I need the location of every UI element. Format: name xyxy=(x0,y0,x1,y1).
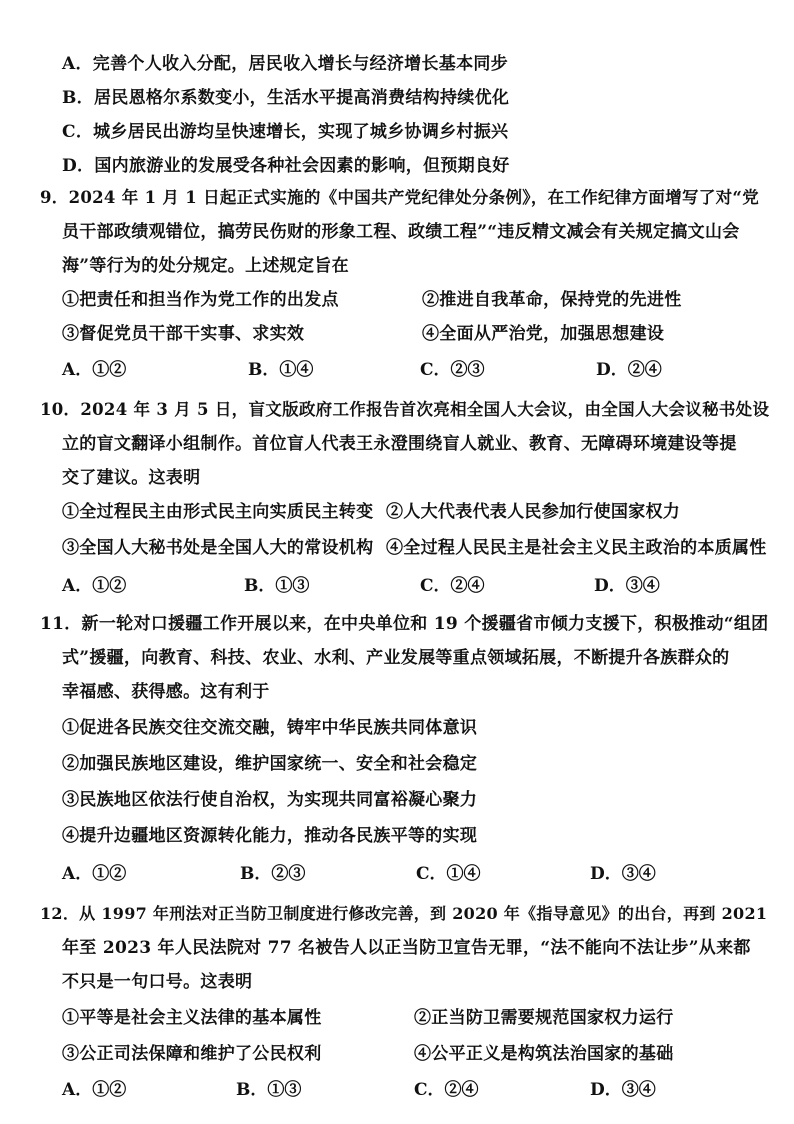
q8-option-a: A．完善个人收入分配，居民收入增长与经济增长基本同步 xyxy=(62,54,508,74)
q9-statement-4: ④全面从严治党，加强思想建设 xyxy=(422,324,665,344)
q11-choice-a: A．①② xyxy=(62,864,127,884)
q10-statement-1: ①全过程民主由形式民主向实质民主转变 xyxy=(62,502,374,522)
q11-choice-b: B．②③ xyxy=(240,864,306,884)
q9-stem-line-3: 海”等行为的处分规定。上述规定旨在 xyxy=(62,256,349,276)
q11-stem-line-3: 幸福感、获得感。这有利于 xyxy=(62,682,270,702)
q12-stem-line-1: 12．从 1997 年刑法对正当防卫制度进行修改完善，到 2020 年《指导意见》的出台，再到 2021 xyxy=(40,904,768,923)
q9-choice-b: B．①④ xyxy=(248,360,314,380)
q12-choice-c: C．②④ xyxy=(414,1080,479,1100)
q11-statement-2: ②加强民族地区建设，维护国家统一、安全和社会稳定 xyxy=(62,754,478,774)
q8-option-c: C．城乡居民出游均呈快速增长，实现了城乡协调乡村振兴 xyxy=(62,122,509,142)
q10-stem-line-1: 10．2024 年 3 月 5 日，盲文版政府工作报告首次亮相全国人大会议，由全国人大会议秘书处设 xyxy=(40,400,770,419)
q9-choice-d: D．②④ xyxy=(596,360,662,380)
q10-stem-line-2: 立的盲文翻译小组制作。首位盲人代表王永澄围绕盲人就业、教育、无障碍环境建设等提 xyxy=(62,434,737,454)
q10-choice-c: C．②④ xyxy=(420,576,485,596)
q10-answer-choices xyxy=(0,574,794,598)
q12-statement-4: ④公平正义是构筑法治国家的基础 xyxy=(414,1044,674,1064)
q11-statement-1: ①促进各民族交往交流交融，铸牢中华民族共同体意识 xyxy=(62,718,478,738)
q9-stem-line-1: 9．2024 年 1 月 1 日起正式实施的《中国共产党纪律处分条例》，在工作纪律方面增写了对“党 xyxy=(40,188,760,207)
q9-statement-1: ①把责任和担当作为党工作的出发点 xyxy=(62,290,339,310)
q12-stem-line-2: 年至 2023 年人民法院对 77 名被告人以正当防卫宣告无罪，“法不能向不法让步”从来都 xyxy=(62,938,751,958)
q9-choice-c: C．②③ xyxy=(420,360,485,380)
q9-answer-choices xyxy=(0,358,794,382)
q12-statement-1: ①平等是社会主义法律的基本属性 xyxy=(62,1008,322,1028)
q12-answer-choices xyxy=(0,1078,794,1102)
q9-statement-3: ③督促党员干部干实事、求实效 xyxy=(62,324,305,344)
q11-answer-choices xyxy=(0,862,794,886)
q10-choice-b: B．①③ xyxy=(244,576,310,596)
q8-option-b: B．居民恩格尔系数变小，生活水平提高消费结构持续优化 xyxy=(62,88,510,108)
q11-statement-4: ④提升边疆地区资源转化能力，推动各民族平等的实现 xyxy=(62,826,478,846)
q9-statement-2: ②推进自我革命，保持党的先进性 xyxy=(422,290,682,310)
q10-statement-4: ④全过程人民民主是社会主义民主政治的本质属性 xyxy=(386,538,767,558)
q10-choice-d: D．③④ xyxy=(594,576,660,596)
q9-stem-line-2: 员干部政绩观错位，搞劳民伤财的形象工程、政绩工程”“违反精文减会有关规定搞文山会 xyxy=(62,222,740,242)
q12-statement-2: ②正当防卫需要规范国家权力运行 xyxy=(414,1008,674,1028)
q12-choice-d: D．③④ xyxy=(590,1080,656,1100)
q12-stem-line-3: 不只是一句口号。这表明 xyxy=(62,972,253,992)
q10-statement-2: ②人大代表代表人民参加行使国家权力 xyxy=(386,502,681,522)
q12-choice-b: B．①③ xyxy=(236,1080,302,1100)
q11-stem-line-1: 11．新一轮对口援疆工作开展以来，在中央单位和 19 个援疆省市倾力支援下，积极推动“组团 xyxy=(40,614,769,634)
q12-statement-3: ③公正司法保障和维护了公民权利 xyxy=(62,1044,322,1064)
q11-choice-d: D．③④ xyxy=(590,864,656,884)
q11-stem-line-2: 式”援疆，向教育、科技、农业、水利、产业发展等重点领域拓展，不断提升各族群众的 xyxy=(62,648,730,668)
q11-choice-c: C．①④ xyxy=(416,864,481,884)
q10-choice-a: A．①② xyxy=(62,576,127,596)
q9-choice-a: A．①② xyxy=(62,360,127,380)
q10-statement-3: ③全国人大秘书处是全国人大的常设机构 xyxy=(62,538,374,558)
q8-option-d: D．国内旅游业的发展受各种社会因素的影响，但预期良好 xyxy=(62,156,510,176)
q11-statement-3: ③民族地区依法行使自治权，为实现共同富裕凝心聚力 xyxy=(62,790,478,810)
q10-stem-line-3: 交了建议。这表明 xyxy=(62,468,201,488)
q12-choice-a: A．①② xyxy=(62,1080,127,1100)
